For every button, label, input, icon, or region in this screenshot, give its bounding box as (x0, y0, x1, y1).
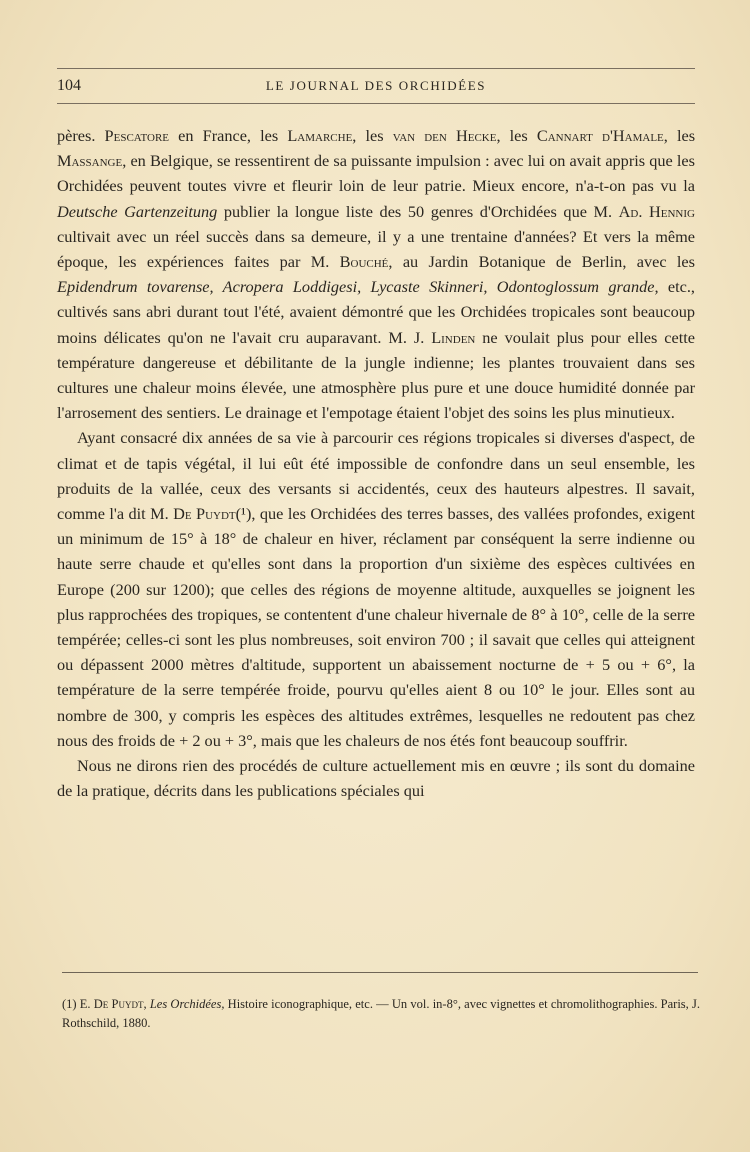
text-run: , les (352, 126, 393, 145)
text-run: en France, les (169, 126, 288, 145)
paragraph-2 (57, 425, 695, 753)
person-name: De Puydt (93, 997, 144, 1011)
footnote-rule (62, 972, 698, 973)
text-run: , les (496, 126, 537, 145)
person-name: Linden (431, 327, 476, 347)
text-run: , les (663, 126, 696, 145)
text-run: etc., cultivés sans abri durant tout l'été, avaient démontré que les Orchidées tropicales sont beaucoup moins délicates qu'on ne l'avait cru auparavant. M. J. (57, 277, 695, 347)
text-run: cultivait avec un réel succès dans sa demeure, il y a une trentaine d'années? Et vers la même époque, les expériences faites par M. (57, 226, 695, 272)
page-number: 104 (57, 77, 81, 94)
publication-title: Les Orchidées, (149, 997, 225, 1011)
publication-title: Deutsche Gartenzeitung (57, 201, 218, 221)
text-run: publier la longue liste des 50 genres d'Orchidées que M. (217, 201, 619, 221)
text-run: ne voulait plus pour elles cette température dangereuse et débilitante de la jungle indienne; les plantes trouvaient dans ses cultures une chaleur moins élevée, une atmosphère plus pure et une douce humidité donnée par l'arrosement des sentiers. Le drainage et l'empotage étaient l'objet des soins les plus minutieux. (57, 327, 696, 423)
header-rule (57, 103, 695, 104)
text-run: Histoire iconographique, etc. — Un vol. in-8°, avec vignettes et chromolithographies. Paris, J. Rothschild, 1880. (62, 997, 700, 1030)
text-run: (1) E. (62, 997, 94, 1011)
person-name: Massange (57, 151, 123, 171)
person-name: De Puydt (173, 504, 236, 524)
person-name: Pescatore (104, 126, 170, 145)
text-run: , au Jardin Botanique de Berlin, avec les (388, 252, 695, 272)
person-name: Cannart d'Hamale (536, 126, 664, 145)
text-run: Ayant consacré dix années de sa vie à parcourir ces régions tropicales si diverses d'aspect, de climat et de tapis végétal, il lui eût été impossible de confondre dans un seul ensemble, les produits de la vallée, ceux des versants si accidentés, ceux des hauteurs alpestres. Il savait, comme l'a dit M. (57, 428, 695, 524)
running-title: LE JOURNAL DES ORCHIDÉES (265, 78, 487, 93)
text-run: , que les Orchidées des terres basses, des vallées profondes, exigent un minimum de 15° à 18° de chaleur en hiver, réclament par conséquent la serre indienne ou haute serre chaude et qu'elles sont dans la proportion d'un sixième des espèces cultivées en Europe (200 sur 1200); que celles des régions de moyenne altitude, auxquelles se joignent les plus rapprochées des tropiques, se contentent d'une chaleur hivernale de 8° à 10°, celle de la serre tempérée; celles-ci sont les plus nombreuses, soit environ 700 ; il savait que celles qui atteignent ou dépassent 2000 mètres d'altitude, supportent un abaissement nocturne de + 5 ou + 6°, la température de la serre tempérée froide, pourvu qu'elles aient 8 ou 10° le jour. Elles sont au nombre de 300, y compris les espèces des altitudes extrêmes, lesquelles ne redoutent pas chez nous des froids de + 2 ou + 3°, mais que les chaleurs de nos étés font beaucoup souffrir. (57, 504, 695, 750)
paragraph-3: Nous ne dirons rien des procédés de culture actuellement mis en œuvre ; ils sont du domaine de la pratique, décrits dans les publications spéciales qui (57, 756, 695, 801)
paragraph-1 (57, 123, 695, 425)
footnote (62, 995, 700, 1033)
person-name: van den Hecke (392, 126, 497, 145)
species-names: Epidendrum tovarense, Acropera Loddigesi, Lycaste Skinneri, Odontoglossum grande, (57, 277, 659, 297)
person-name: Lamarche (287, 126, 353, 145)
text-run: , (143, 997, 150, 1011)
footnote-ref[interactable]: (¹) (235, 504, 252, 524)
running-header (57, 77, 695, 97)
text-run: pères. (57, 126, 105, 145)
top-rule (57, 68, 695, 69)
person-name: Ad. Hennig (618, 201, 695, 221)
person-name: Bouché (339, 252, 389, 272)
body-text (57, 123, 695, 803)
text-run: , en Belgique, se ressentirent de sa puissante impulsion : avec lui on avait appris que les Orchidées peuvent toutes vivre et fleurir loin de leur patrie. Mieux encore, n'a-t-on pas vu la (57, 151, 695, 196)
